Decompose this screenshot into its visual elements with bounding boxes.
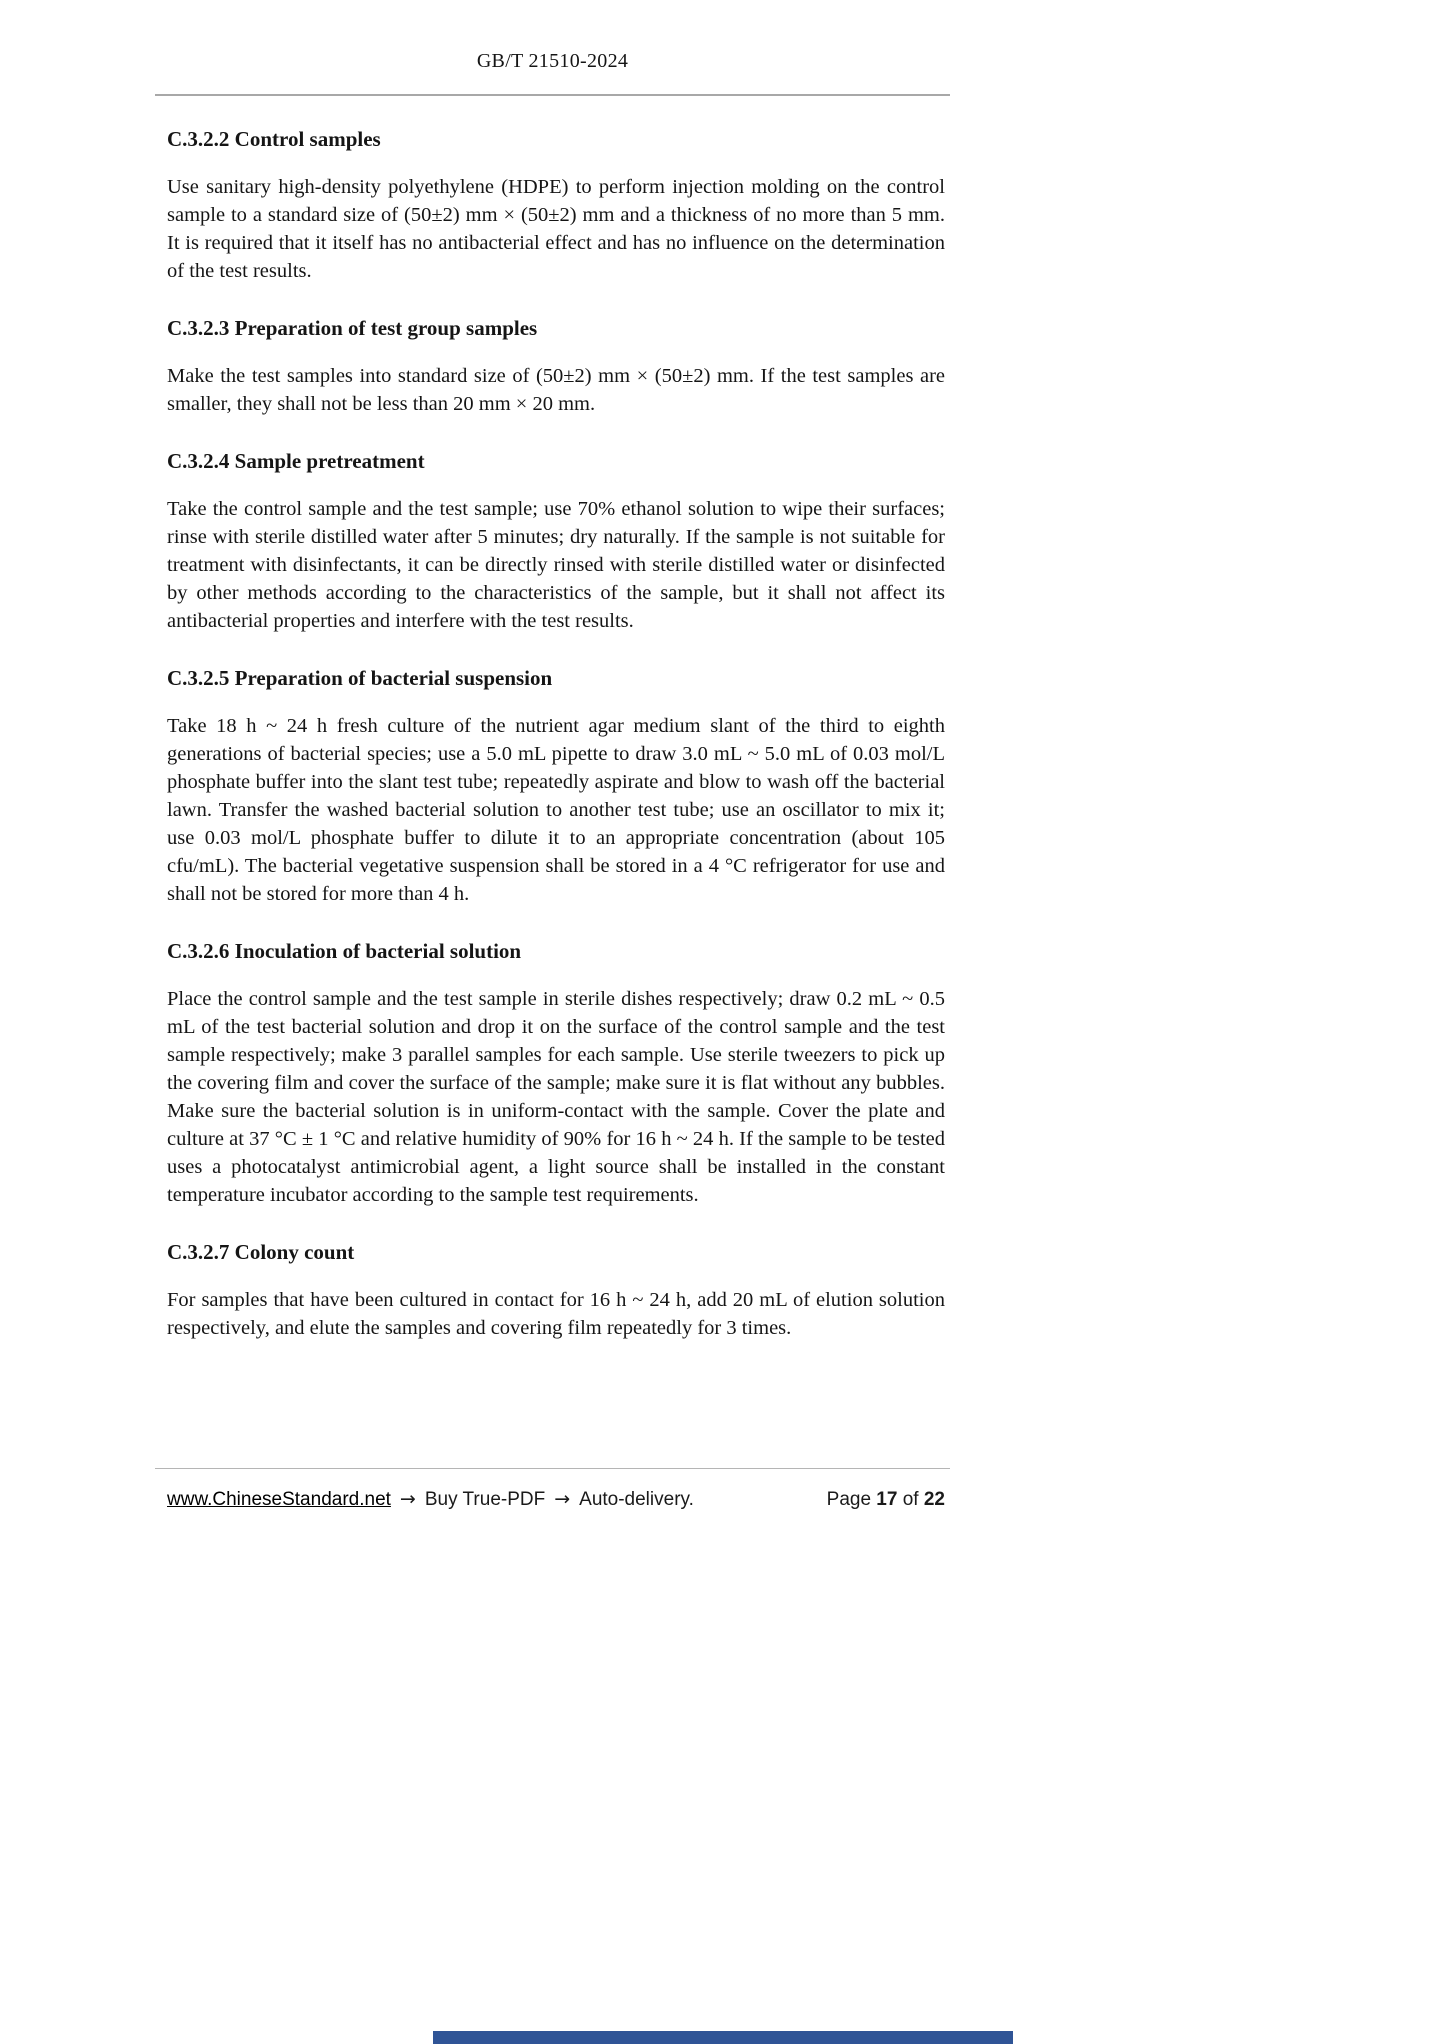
section-paragraph: Use sanitary high-density polyethylene (HDPE) to perform injection molding on the control sample to a standard size of (50±2) mm × (50±2) mm and a thickness of no more than 5 mm. It is required that it itself has no antibacterial effect and has no influence on the determination of the test results. xyxy=(167,176,945,282)
footer-action-buy: Buy True-PDF xyxy=(424,1489,546,1510)
footer-site-link[interactable]: www.ChineseStandard.net xyxy=(167,1489,391,1510)
section-paragraph: For samples that have been cultured in contact for 16 h ~ 24 h, add 20 mL of elution solution respectively, and elute the samples and covering film repeatedly for 3 times. xyxy=(167,1289,945,1339)
page-indicator xyxy=(827,1489,945,1511)
page-footer xyxy=(167,1488,945,1511)
arrow-icon: → xyxy=(399,1488,416,1510)
page-number-total: 22 xyxy=(923,1489,945,1510)
section-heading: C.3.2.5 Preparation of bacterial suspension xyxy=(167,666,553,690)
page-label: Page xyxy=(826,1489,872,1510)
section-paragraph: Take the control sample and the test sample; use 70% ethanol solution to wipe their surfaces; rinse with sterile distilled water after 5 minutes; dry naturally. If the sample is not suitable for treatment with disinfectants, it can be directly rinsed with sterile distilled water or disinfected by other methods according to the characteristics of the sample, but it shall not affect its antibacterial properties and interfere with the test results. xyxy=(167,498,945,632)
section-heading: C.3.2.3 Preparation of test group samples xyxy=(167,316,538,340)
section-heading: C.3.2.7 Colony count xyxy=(167,1240,355,1264)
section-paragraph: Place the control sample and the test sample in sterile dishes respectively; draw 0.2 mL ~ 0.5 mL of the test bacterial solution and drop it on the surface of the control sample and the test sample respectively; make 3 parallel samples for each sample. Use sterile tweezers to pick up the covering film and cover the surface of the sample; make sure it is flat without any bubbles. Make sure the bacterial solution is in uniform-contact with the sample. Cover the plate and culture at 37 °C ± 1 °C and relative humidity of 90% for 16 h ~ 24 h. If the sample to be tested uses a photocatalyst antimicrobial agent, a light source shall be installed in the constant temperature incubator according to the sample test requirements. xyxy=(167,988,945,1206)
section-heading: C.3.2.4 Sample pretreatment xyxy=(167,449,425,473)
section-paragraph: Take 18 h ~ 24 h fresh culture of the nutrient agar medium slant of the third to eighth generations of bacterial species; use a 5.0 mL pipette to draw 3.0 mL ~ 5.0 mL of 0.03 mol/L phosphate buffer into the slant test tube; repeatedly aspirate and blow to wash off the bacterial lawn. Transfer the washed bacterial solution to another test tube; use an oscillator to mix it; use 0.03 mol/L phosphate buffer to dilute it to an appropriate concentration (about 105 cfu/mL). The bacterial vegetative suspension shall be stored in a 4 °C refrigerator for use and shall not be stored for more than 4 h. xyxy=(167,715,945,905)
section-heading: C.3.2.6 Inoculation of bacterial solution xyxy=(167,939,522,963)
section-heading: C.3.2.2 Control samples xyxy=(167,127,381,151)
footer-promo xyxy=(167,1488,694,1511)
section-paragraph: Make the test samples into standard size of (50±2) mm × (50±2) mm. If the test samples are smaller, they shall not be less than 20 mm × 20 mm. xyxy=(167,365,945,415)
footer-action-delivery: Auto-delivery. xyxy=(579,1489,694,1510)
arrow-icon: → xyxy=(554,1488,571,1510)
bottom-blue-bar xyxy=(433,2031,1013,2044)
page-of-label: of xyxy=(902,1489,919,1510)
standard-number-header: GB/T 21510-2024 xyxy=(476,50,629,72)
footer-divider xyxy=(155,1468,950,1469)
document-body xyxy=(167,96,945,1342)
page-number-current: 17 xyxy=(876,1489,898,1510)
